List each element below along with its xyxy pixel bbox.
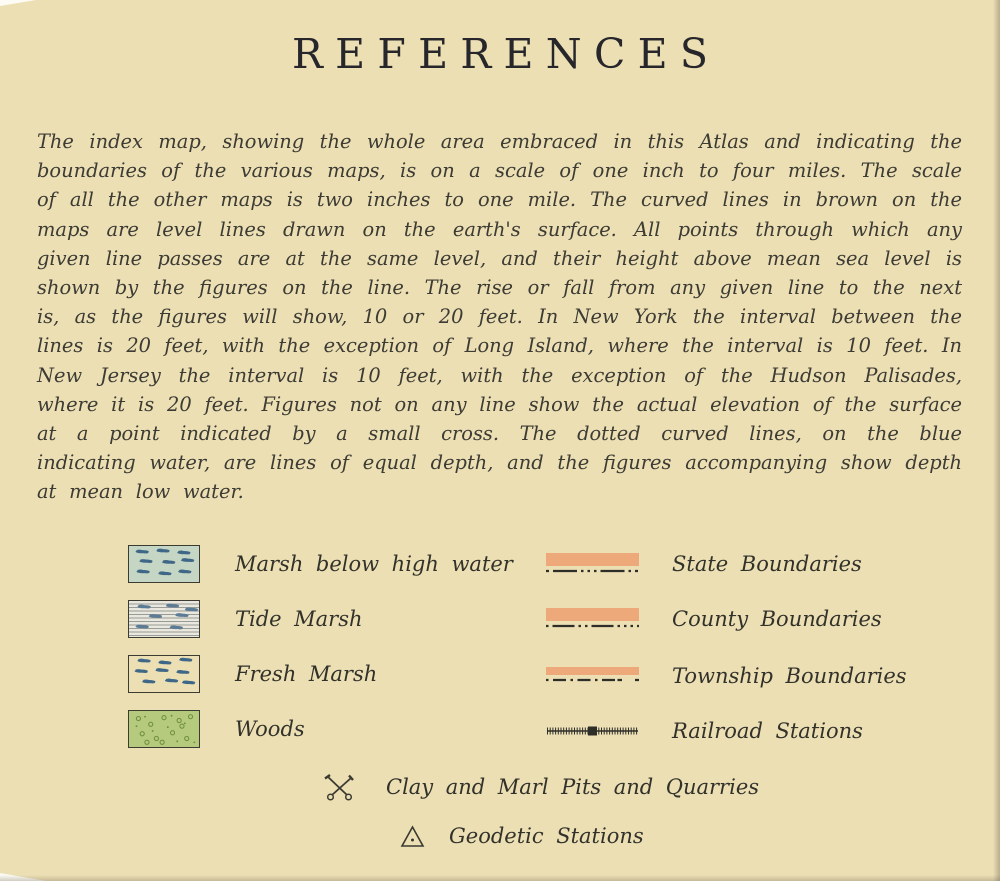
legend-row-marsh-below-high-water <box>128 545 513 583</box>
county-boundary-line <box>545 607 640 631</box>
marsh-tufts-icon <box>129 546 199 582</box>
legend-label: Fresh Marsh <box>235 662 378 686</box>
legend-row-woods <box>128 710 305 748</box>
legend-row-state-boundaries <box>545 545 862 583</box>
scan-corner-top-left <box>0 0 36 6</box>
scan-edge-shadow-right <box>993 0 1000 881</box>
legend-label: Woods <box>235 717 305 741</box>
legend-label: Clay and Marl Pits and Quarries <box>386 775 760 799</box>
legend-label: Geodetic Stations <box>449 824 644 848</box>
legend-row-geodetic-stations <box>399 821 644 851</box>
legend-label: Tide Marsh <box>235 607 363 631</box>
geodetic-triangle-icon <box>399 824 426 849</box>
legend-row-tide-marsh <box>128 600 363 638</box>
township-boundary-line <box>545 666 640 686</box>
scan-edge-shadow-bottom <box>0 875 1000 881</box>
legend-row-railroad-stations <box>545 712 863 750</box>
fresh-marsh-swatch <box>128 655 200 693</box>
woods-swatch <box>128 710 200 748</box>
legend-label: County Boundaries <box>672 607 882 631</box>
tide-marsh-tufts-icon <box>129 601 199 637</box>
woods-speckle-icon <box>129 711 199 747</box>
crossed-picks-icon <box>321 772 357 802</box>
legend-label: Marsh below high water <box>235 552 513 576</box>
legend-row-clay-marl-pits <box>321 770 759 804</box>
legend-row-township-boundaries <box>545 657 907 695</box>
legend-label: Railroad Stations <box>672 719 863 743</box>
fresh-marsh-tufts-icon <box>129 656 199 692</box>
marsh-below-high-water-swatch <box>128 545 200 583</box>
legend-row-fresh-marsh <box>128 655 377 693</box>
legend-label: Township Boundaries <box>672 664 907 688</box>
tide-marsh-swatch <box>128 600 200 638</box>
railroad-station-symbol <box>545 721 640 741</box>
legend-row-county-boundaries <box>545 600 882 638</box>
legend-label: State Boundaries <box>672 552 862 576</box>
references-paragraph: The index map, showing the whole area embraced in this Atlas and indicating the boundaries of the various maps, is on a scale of one inch to four miles. The scale of all the other maps is two inches to one mile. The curved lines in brown on the maps are level lines drawn on the earth's surface. All points through which any given line passes are at the same level, and their height above mean sea level is shown by the figures on the line. The rise or fall from any given line to the next is, as the figures will show, 10 or 20 feet. In New York the interval between the lines is 20 feet, with the exception of Long Island, where the interval is 10 feet. In New Jersey the interval is 10 feet, with the exception of the Hudson Palisades, where it is 20 feet. Figures not on any line show the actual elevation of the surface at a point indicated by a small cross. The dotted curved lines, on the blue indicating water, are lines of equal depth, and the figures accompanying show depth at mean low water. <box>37 130 962 504</box>
state-boundary-line <box>545 552 640 576</box>
page-title: REFERENCES <box>292 30 721 78</box>
